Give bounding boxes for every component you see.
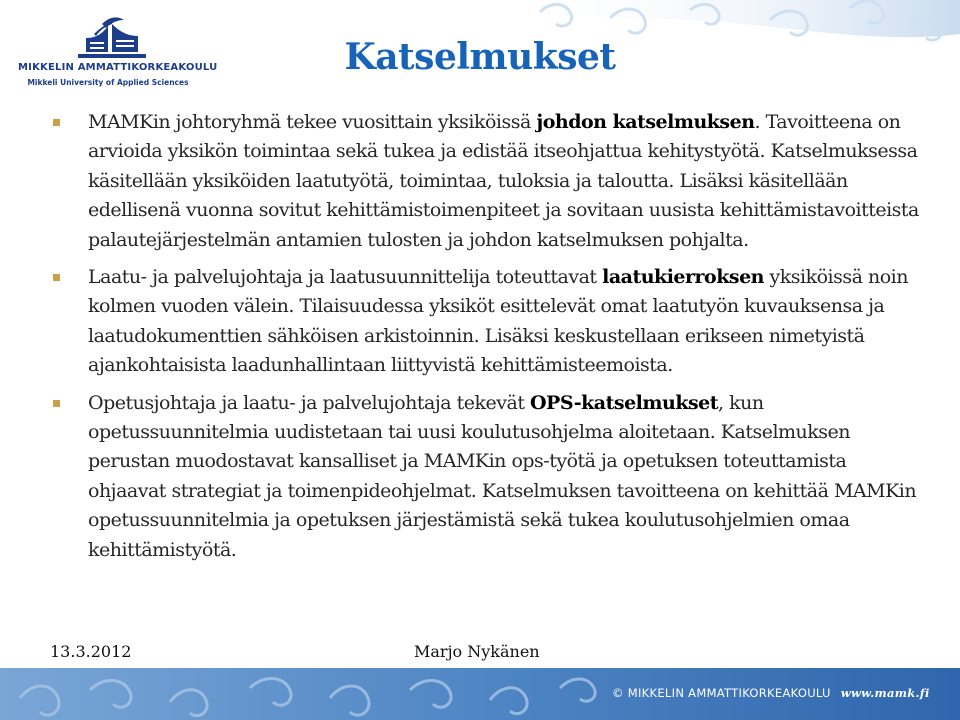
bullet-item	[50, 108, 920, 255]
bullet-text: Opetusjohtaja ja laatu- ja palvelujohtaja tekevät	[88, 391, 530, 414]
copyright-text: © MIKKELIN AMMATTIKORKEAKOULU	[612, 686, 831, 700]
bullet-text: Laatu- ja palvelujohtaja ja laatusuunnittelija toteuttavat	[88, 266, 603, 289]
bullet-text: . Tavoitteena on arvioida yksikön toimintaa sekä tukea ja edistää itseohjattua kehitystyötä. Katselmuksessa käsitellään yksiköiden laatutyötä, toimintaa, tuloksia ja taloutta. Lisäksi käsitellään edellisenä vuonna sovitut kehittämistoimenpiteet ja sovitaan uusista kehittämistavoitteista palautejärjestelmän antamien tulosten ja johdon katselmuksen pohjalta.	[88, 111, 919, 251]
bullet-text: MAMKin johtoryhmä tekee vuosittain yksiköissä	[88, 111, 537, 133]
bullet-list	[50, 108, 920, 573]
bullet-square-icon	[53, 274, 60, 281]
logo-name: MIKKELIN AMMATTIKORKEAKOULU	[18, 62, 218, 73]
bullet-keyword: laatukierroksen	[602, 266, 764, 289]
bullet-item	[50, 263, 920, 381]
logo	[18, 16, 218, 96]
bullet-keyword: OPS-katselmukset	[530, 391, 719, 414]
bullet-keyword: johdon katselmuksen	[536, 111, 755, 133]
logo-subtitle: Mikkeli University of Applied Sciences	[27, 78, 189, 87]
bullet-square-icon	[53, 400, 60, 407]
bullet-text: , kun opetussuunnitelmia uudistetaan tai uusi koulutusohjelma aloitetaan. Katselmuksen perustan muodostavat kansalliset ja MAMKin ops-työtä ja opetuksen toteuttamista ohjaavat strategiat ja toimenpideohjelmat. Katselmuksen tavoitteena on kehittää MAMKin opetussuunnitelmia ja opetuksen järjestämistä sekä tukea koulutusohjelmien omaa kehittämistyötä.	[88, 391, 917, 561]
bullet-text: yksiköissä noin kolmen vuoden välein. Tilaisuudessa yksiköt esittelevät omat laatutyön kuvauksensa ja laatudokumenttien sähköisen arkistoinnin. Lisäksi keskustellaan erikseen nimetyistä ajankohtaisista laadunhallintaan liittyvistä kehittämisteemoista.	[88, 266, 908, 377]
bullet-square-icon	[53, 119, 60, 126]
slide-title: Katselmukset	[344, 36, 616, 78]
footer-date: 13.3.2012	[50, 642, 132, 661]
logo-mark-icon	[72, 16, 152, 60]
footer-author: Marjo Nykänen	[414, 642, 540, 661]
footer-copyright	[612, 686, 930, 700]
website-link[interactable]: www.mamk.fi	[840, 686, 930, 700]
bullet-item	[50, 389, 920, 565]
